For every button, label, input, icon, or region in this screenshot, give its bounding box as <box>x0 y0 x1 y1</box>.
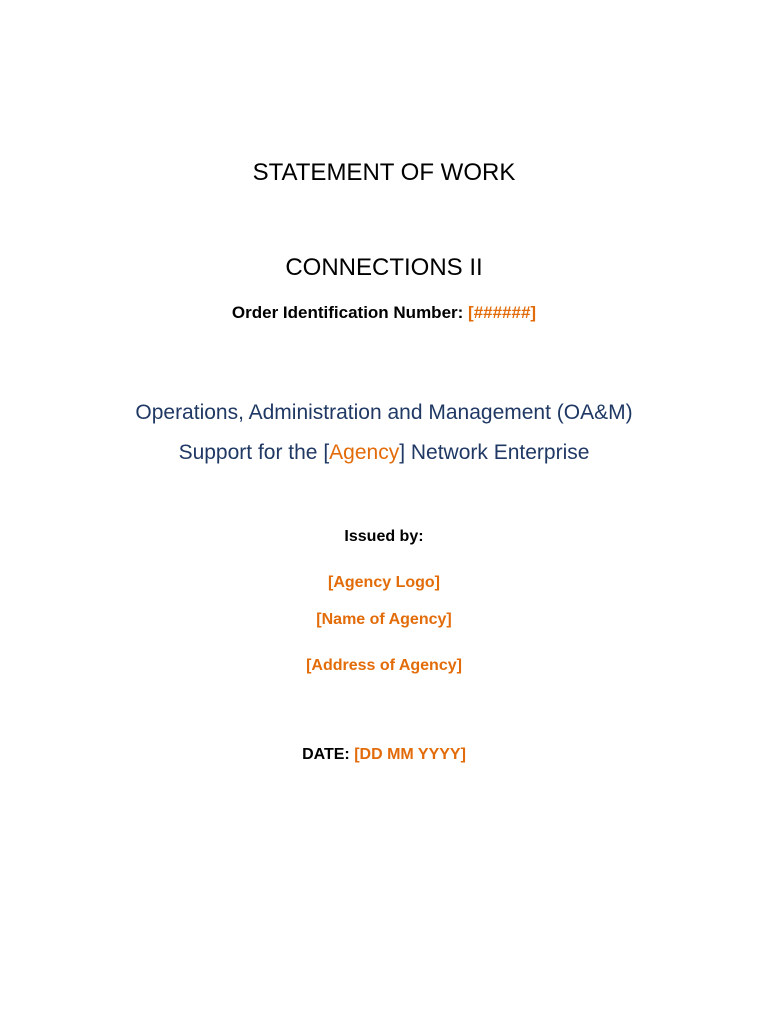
project-title-line-2 <box>0 439 768 467</box>
issued-by-label: Issued by: <box>344 528 424 545</box>
agency-name-placeholder: [Name of Agency] <box>316 611 452 628</box>
date-label: DATE: <box>302 746 355 763</box>
agency-logo-placeholder: [Agency Logo] <box>328 574 440 591</box>
agency-address-placeholder: [Address of Agency] <box>306 657 462 674</box>
order-id-label: Order Identification Number: <box>231 303 469 322</box>
project-title-suffix: ] Network Enterprise <box>399 441 590 464</box>
project-title-prefix: Support for the [ <box>178 441 330 464</box>
project-title-line-1: Operations, Administration and Management (OA&M) <box>135 401 633 424</box>
project-title-agency-placeholder: Agency <box>329 441 400 464</box>
document-title: STATEMENT OF WORK <box>252 159 516 186</box>
order-id-line <box>0 302 768 324</box>
date-line <box>0 745 768 765</box>
program-name: CONNECTIONS II <box>285 254 483 281</box>
date-value-placeholder: [DD MM YYYY] <box>354 746 466 763</box>
order-id-value: [######] <box>468 303 537 322</box>
